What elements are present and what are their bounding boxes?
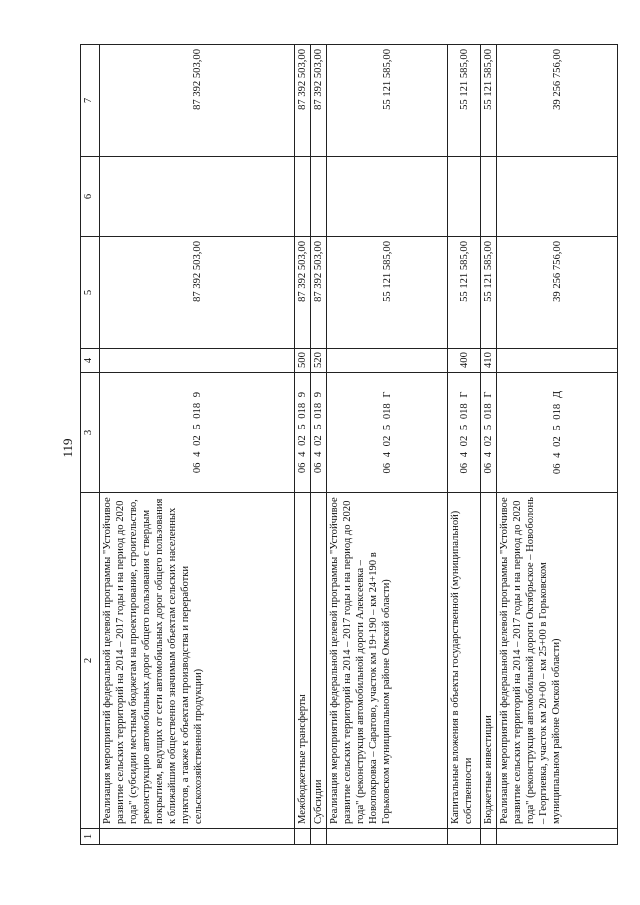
expense-type-cell [100, 349, 295, 373]
amount-col6-cell [100, 157, 295, 237]
amount-col5-cell: 55 121 585,00 [327, 237, 448, 349]
header-col-3: 3 [81, 373, 100, 493]
expense-type-cell: 520 [311, 349, 327, 373]
table-row [448, 45, 481, 845]
amount-col7-cell: 55 121 585,00 [327, 45, 448, 157]
table-row [311, 45, 327, 845]
row-number-cell [481, 829, 497, 845]
table-row [481, 45, 497, 845]
row-number-cell [100, 829, 295, 845]
expense-type-cell: 400 [448, 349, 481, 373]
description-cell: Межбюджетные трансферты [295, 493, 311, 829]
amount-col7-cell: 87 392 503,00 [311, 45, 327, 157]
amount-col7-cell: 87 392 503,00 [295, 45, 311, 157]
header-col-7: 7 [81, 45, 100, 157]
amount-col7-cell: 39 256 756,00 [497, 45, 618, 157]
amount-col6-cell [327, 157, 448, 237]
description-cell: Капитальные вложения в объекты государственной (муниципальной) собственности [448, 493, 481, 829]
target-code-cell: 06 4 02 5 018 Г [327, 373, 448, 493]
target-code-cell: 06 4 02 5 018 9 [311, 373, 327, 493]
amount-col5-cell: 55 121 585,00 [448, 237, 481, 349]
amount-col6-cell [448, 157, 481, 237]
row-number-cell [497, 829, 618, 845]
header-col-5: 5 [81, 237, 100, 349]
description-cell: Реализация мероприятий федеральной целевой программы "Устойчивое развитие сельских территорий на 2014 – 2017 годы и на период до 2020 года" (реконструкция автомобильной дороги Октябрьское – Новоболонь – Георгиевка, участок км 20+00 – км 25+00 в Горьковском муниципальном районе Омской области) [497, 493, 618, 829]
amount-col6-cell [311, 157, 327, 237]
description-cell: Субсидии [311, 493, 327, 829]
amount-col7-cell: 87 392 503,00 [100, 45, 295, 157]
budget-table-rotated [80, 45, 616, 845]
expense-type-cell [327, 349, 448, 373]
header-col-2: 2 [81, 493, 100, 829]
amount-col5-cell: 87 392 503,00 [100, 237, 295, 349]
amount-col6-cell [295, 157, 311, 237]
amount-col5-cell: 87 392 503,00 [311, 237, 327, 349]
table-row [497, 45, 618, 845]
budget-table [80, 44, 618, 845]
target-code-cell: 06 4 02 5 018 9 [295, 373, 311, 493]
expense-type-cell: 500 [295, 349, 311, 373]
expense-type-cell: 410 [481, 349, 497, 373]
description-cell: Реализация мероприятий федеральной целевой программы "Устойчивое развитие сельских территорий на 2014 – 2017 годы и на период до 2020 года" (реконструкция автомобильной дороги Алексеевка – Новопокровка – Саратово, участок км 19+190 – км 24+190 в Горьковском муниципальном районе Омской области) [327, 493, 448, 829]
amount-col7-cell: 55 121 585,00 [448, 45, 481, 157]
header-row [81, 45, 100, 845]
description-cell: Бюджетные инвестиции [481, 493, 497, 829]
row-number-cell [311, 829, 327, 845]
amount-col5-cell: 55 121 585,00 [481, 237, 497, 349]
table-row [327, 45, 448, 845]
amount-col5-cell: 39 256 756,00 [497, 237, 618, 349]
header-col-4: 4 [81, 349, 100, 373]
target-code-cell: 06 4 02 5 018 Д [497, 373, 618, 493]
amount-col5-cell: 87 392 503,00 [295, 237, 311, 349]
expense-type-cell [497, 349, 618, 373]
amount-col6-cell [497, 157, 618, 237]
header-col-1: 1 [81, 829, 100, 845]
amount-col6-cell [481, 157, 497, 237]
row-number-cell [448, 829, 481, 845]
amount-col7-cell: 55 121 585,00 [481, 45, 497, 157]
target-code-cell: 06 4 02 5 018 Г [481, 373, 497, 493]
description-cell: Реализация мероприятий федеральной целевой программы "Устойчивое развитие сельских территорий на 2014 – 2017 годы и на период до 2020 года" (субсидии местным бюджетам на проектирование, строительство, реконструкцию автомобильных дорог общего пользования с твердым покрытием, ведущих от сети автомобильных дорог общего пользования к ближайшим общественно значимым объектам сельских населенных пунктов, а также к объектам производства и переработки сельскохозяйственной продукции) [100, 493, 295, 829]
header-col-6: 6 [81, 157, 100, 237]
target-code-cell: 06 4 02 5 018 Г [448, 373, 481, 493]
table-row [295, 45, 311, 845]
table-row [100, 45, 295, 845]
row-number-cell [327, 829, 448, 845]
row-number-cell [295, 829, 311, 845]
target-code-cell: 06 4 02 5 018 9 [100, 373, 295, 493]
page-number: 119 [60, 438, 75, 458]
